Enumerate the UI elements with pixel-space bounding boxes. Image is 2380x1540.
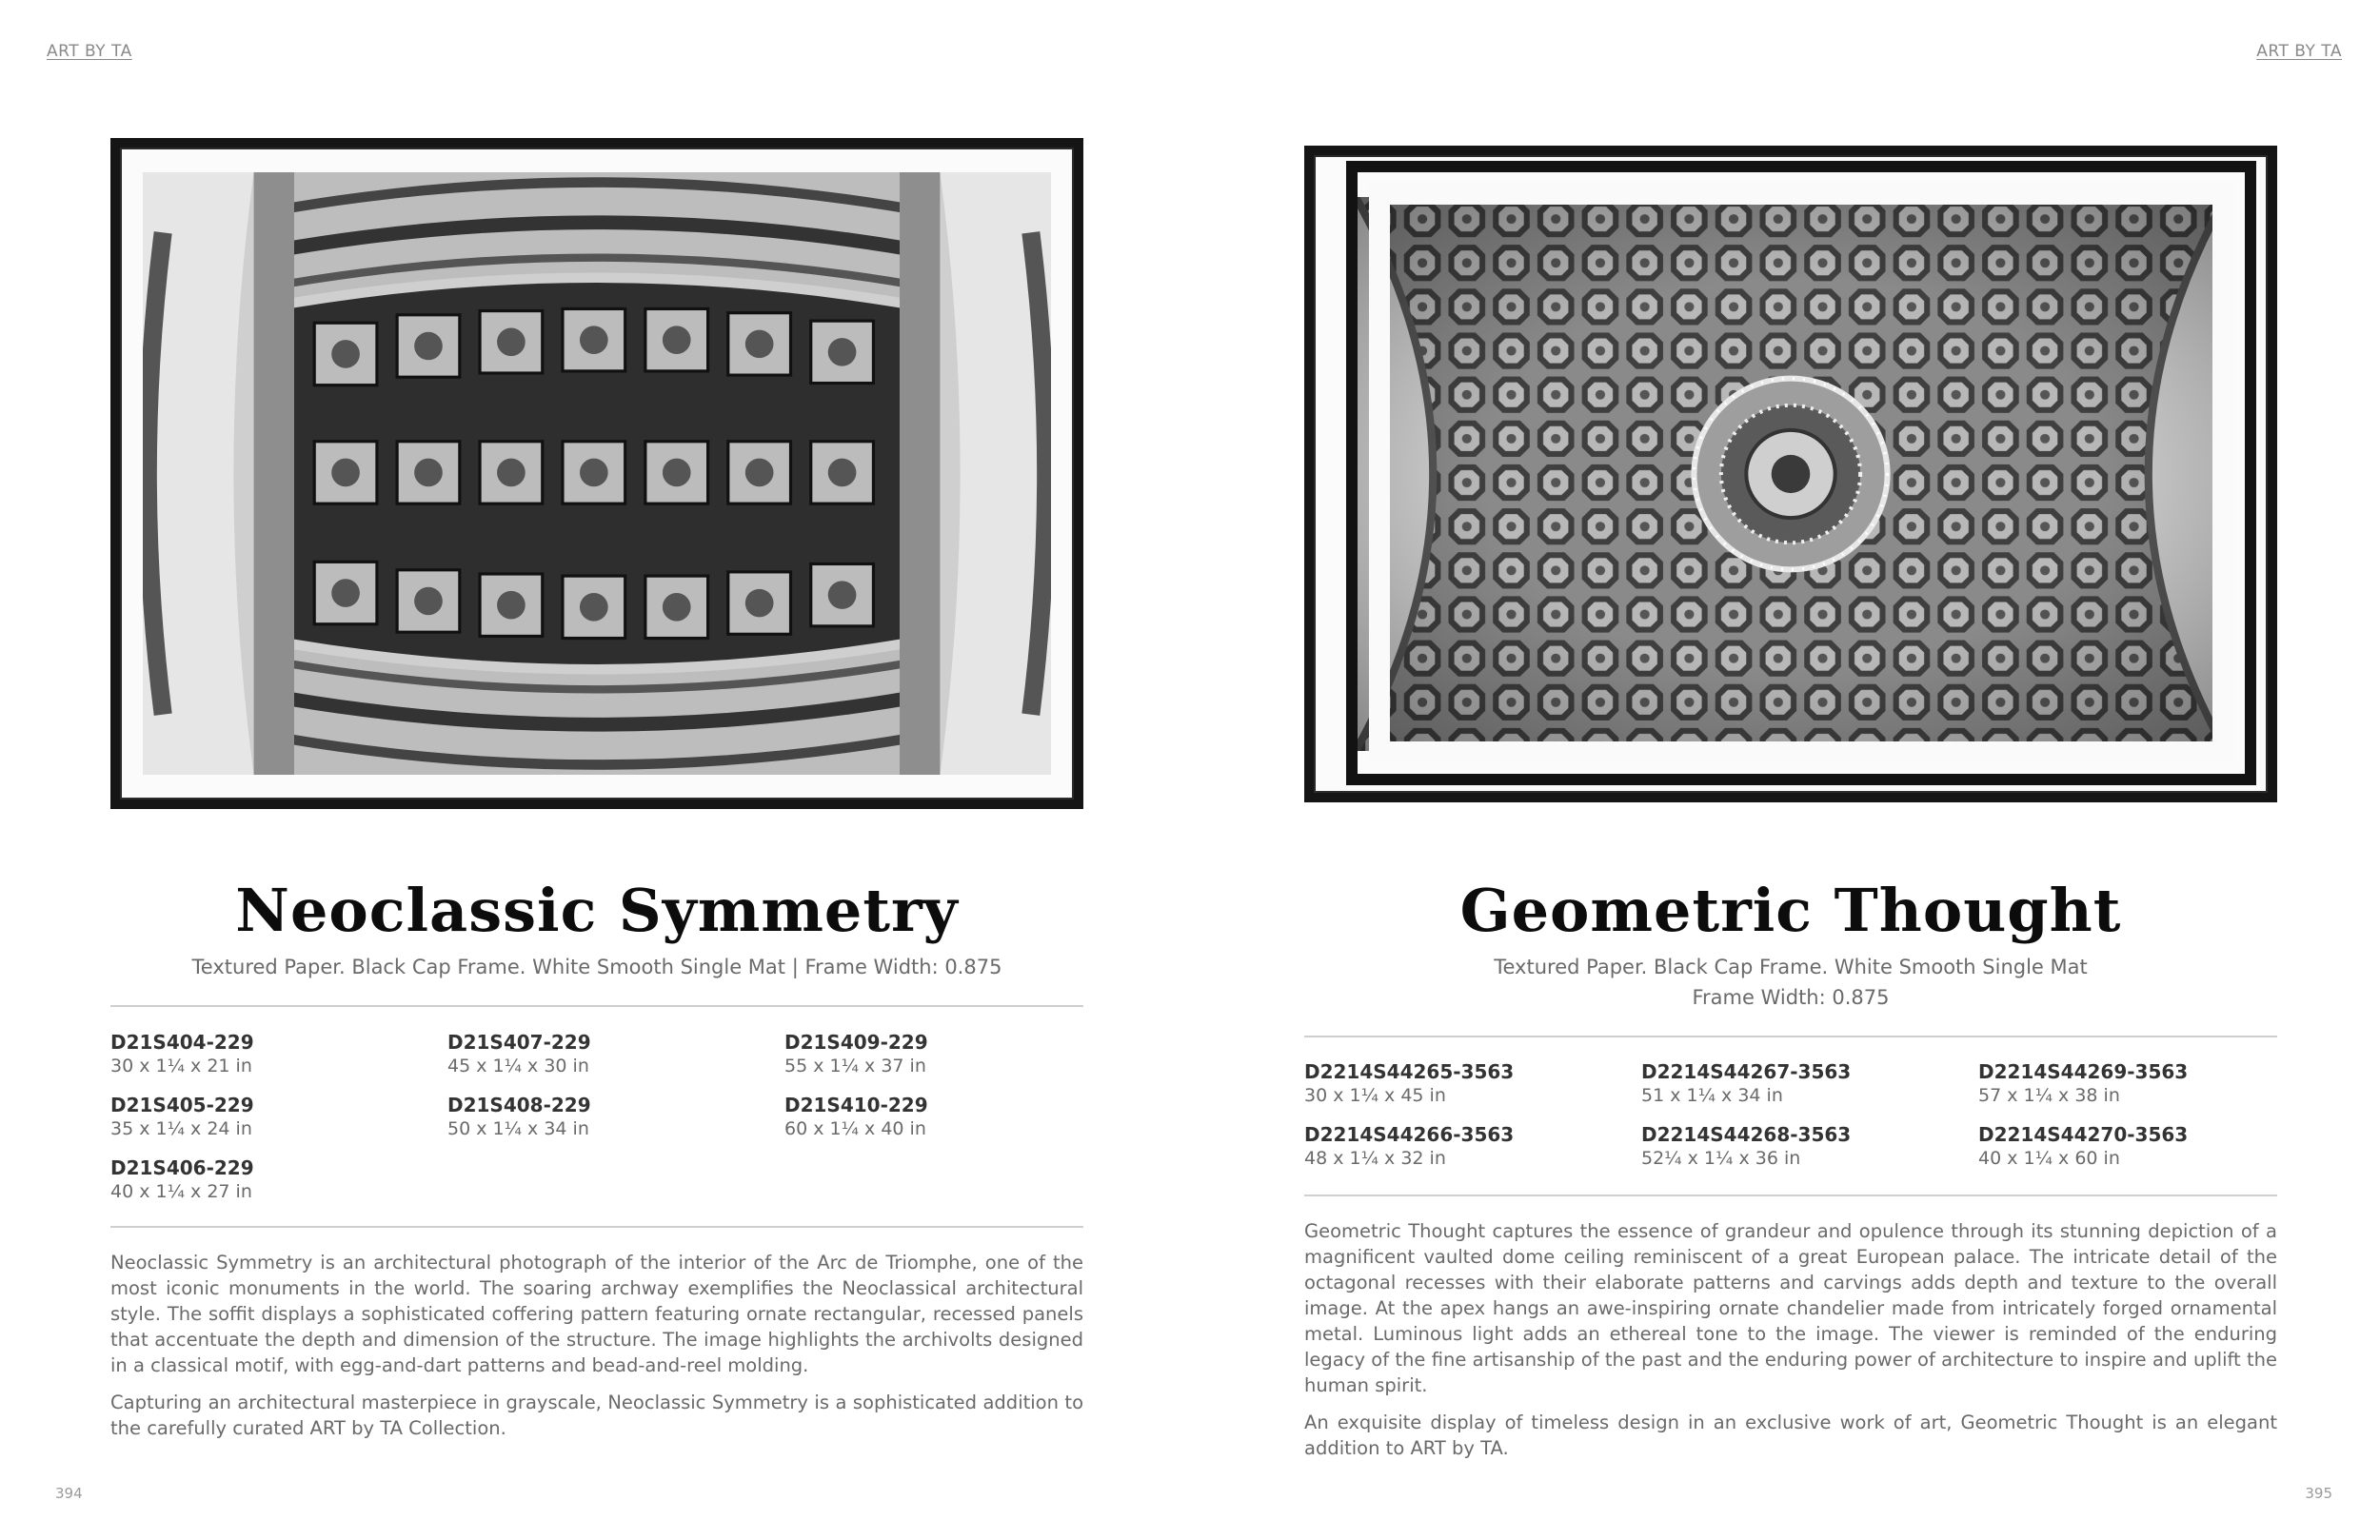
item-size: 40 x 1¼ x 60 in bbox=[1978, 1148, 2120, 1169]
item-code: D21S410-229 bbox=[784, 1094, 928, 1116]
item-size: 51 x 1¼ x 34 in bbox=[1641, 1085, 1783, 1106]
item-size: 57 x 1¼ x 38 in bbox=[1978, 1085, 2120, 1106]
divider bbox=[1304, 1194, 2277, 1196]
list-item bbox=[1641, 1059, 1965, 1107]
item-size: 35 x 1¼ x 24 in bbox=[110, 1118, 252, 1139]
page-number-right: 395 bbox=[2305, 1485, 2332, 1502]
arch-ceiling-photo bbox=[143, 172, 1051, 775]
description-paragraph: Neoclassic Symmetry is an architectural photograph of the interior of the Arc de Triomphe, one of the most iconic monuments in the world. The soaring archway exemplifies the Neoclassical architectural style. The soffit displays a sophisticated coffering pattern featuring ornate rectangular, recessed panels that accentuate the depth and dimension of the structure. The image highlights the archivolts designed in a classical motif, with egg-and-dart patterns and bead-and-reel molding. bbox=[110, 1252, 1083, 1376]
product-subtitle-left: Textured Paper. Black Cap Frame. White Smooth Single Mat | Frame Width: 0.875 bbox=[191, 956, 1002, 978]
list-item bbox=[110, 1030, 434, 1077]
item-size: 48 x 1¼ x 32 in bbox=[1304, 1148, 1446, 1169]
list-item bbox=[784, 1030, 1108, 1077]
item-size: 40 x 1¼ x 27 in bbox=[110, 1181, 252, 1202]
list-item bbox=[110, 1093, 434, 1140]
item-code: D21S409-229 bbox=[784, 1031, 928, 1054]
item-code: D21S405-229 bbox=[110, 1094, 254, 1116]
item-code: D21S408-229 bbox=[447, 1094, 591, 1116]
brand-label-left: ART BY TA bbox=[47, 42, 132, 61]
item-code: D2214S44269-3563 bbox=[1978, 1060, 2189, 1083]
list-item bbox=[784, 1093, 1108, 1140]
product-subtitle-right: Textured Paper. Black Cap Frame. White Smooth Single Mat bbox=[1494, 956, 2088, 978]
list-item bbox=[1641, 1122, 1965, 1170]
item-size: 50 x 1¼ x 34 in bbox=[447, 1118, 589, 1139]
dome-ceiling-photo bbox=[1356, 197, 2226, 751]
artwork-neoclassic-symmetry bbox=[110, 138, 1083, 809]
list-item bbox=[1978, 1122, 2302, 1170]
list-item bbox=[110, 1155, 434, 1203]
item-code: D21S406-229 bbox=[110, 1156, 254, 1179]
brand-label-right: ART BY TA bbox=[2256, 42, 2342, 61]
product-title-left: Neoclassic Symmetry bbox=[235, 876, 959, 945]
item-code: D2214S44266-3563 bbox=[1304, 1123, 1515, 1146]
item-size: 55 x 1¼ x 37 in bbox=[784, 1056, 926, 1076]
item-code: D21S407-229 bbox=[447, 1031, 591, 1054]
description-paragraph: Capturing an architectural masterpiece in grayscale, Neoclassic Symmetry is a sophisticated addition to the carefully curated ART by TA Collection. bbox=[110, 1392, 1083, 1439]
divider bbox=[1304, 1036, 2277, 1037]
item-size: 30 x 1¼ x 45 in bbox=[1304, 1085, 1446, 1106]
item-size: 60 x 1¼ x 40 in bbox=[784, 1118, 926, 1139]
list-item bbox=[1978, 1059, 2302, 1107]
description-paragraph: Geometric Thought captures the essence of grandeur and opulence through its stunning depiction of a magnificent vaulted dome ceiling reminiscent of a great European palace. The intricate detail of the octagonal recesses with their elaborate patterns and carvings adds depth and texture to the overall image. At the apex hangs an awe-inspiring ornate chandelier made from intricately forged ornamental metal. Luminous light adds an ethereal tone to the image. The viewer is reminded of the enduring legacy of the fine artisanship of the past and the enduring power of architecture to inspire and uplift the human spirit. bbox=[1304, 1220, 2277, 1396]
divider bbox=[110, 1005, 1083, 1007]
item-code: D2214S44265-3563 bbox=[1304, 1060, 1515, 1083]
product-title-right: Geometric Thought bbox=[1459, 876, 2122, 945]
list-item bbox=[447, 1030, 771, 1077]
item-code: D2214S44270-3563 bbox=[1978, 1123, 2189, 1146]
item-code: D2214S44268-3563 bbox=[1641, 1123, 1852, 1146]
list-item bbox=[1304, 1059, 1628, 1107]
item-size: 30 x 1¼ x 21 in bbox=[110, 1056, 252, 1076]
item-code: D21S404-229 bbox=[110, 1031, 254, 1054]
description-paragraph: An exquisite display of timeless design in an exclusive work of art, Geometric Thought is an elegant addition to ART by TA. bbox=[1304, 1412, 2277, 1459]
artwork-geometric-thought bbox=[1304, 146, 2277, 802]
divider bbox=[110, 1226, 1083, 1228]
item-size: 52¼ x 1¼ x 36 in bbox=[1641, 1148, 1801, 1169]
page-number-left: 394 bbox=[55, 1485, 83, 1502]
item-size: 45 x 1¼ x 30 in bbox=[447, 1056, 589, 1076]
description-right bbox=[1304, 1218, 2277, 1472]
description-left bbox=[110, 1250, 1083, 1452]
list-item bbox=[447, 1093, 771, 1140]
list-item bbox=[1304, 1122, 1628, 1170]
item-code: D2214S44267-3563 bbox=[1641, 1060, 1852, 1083]
product-frame-width-right: Frame Width: 0.875 bbox=[1692, 986, 1890, 1009]
